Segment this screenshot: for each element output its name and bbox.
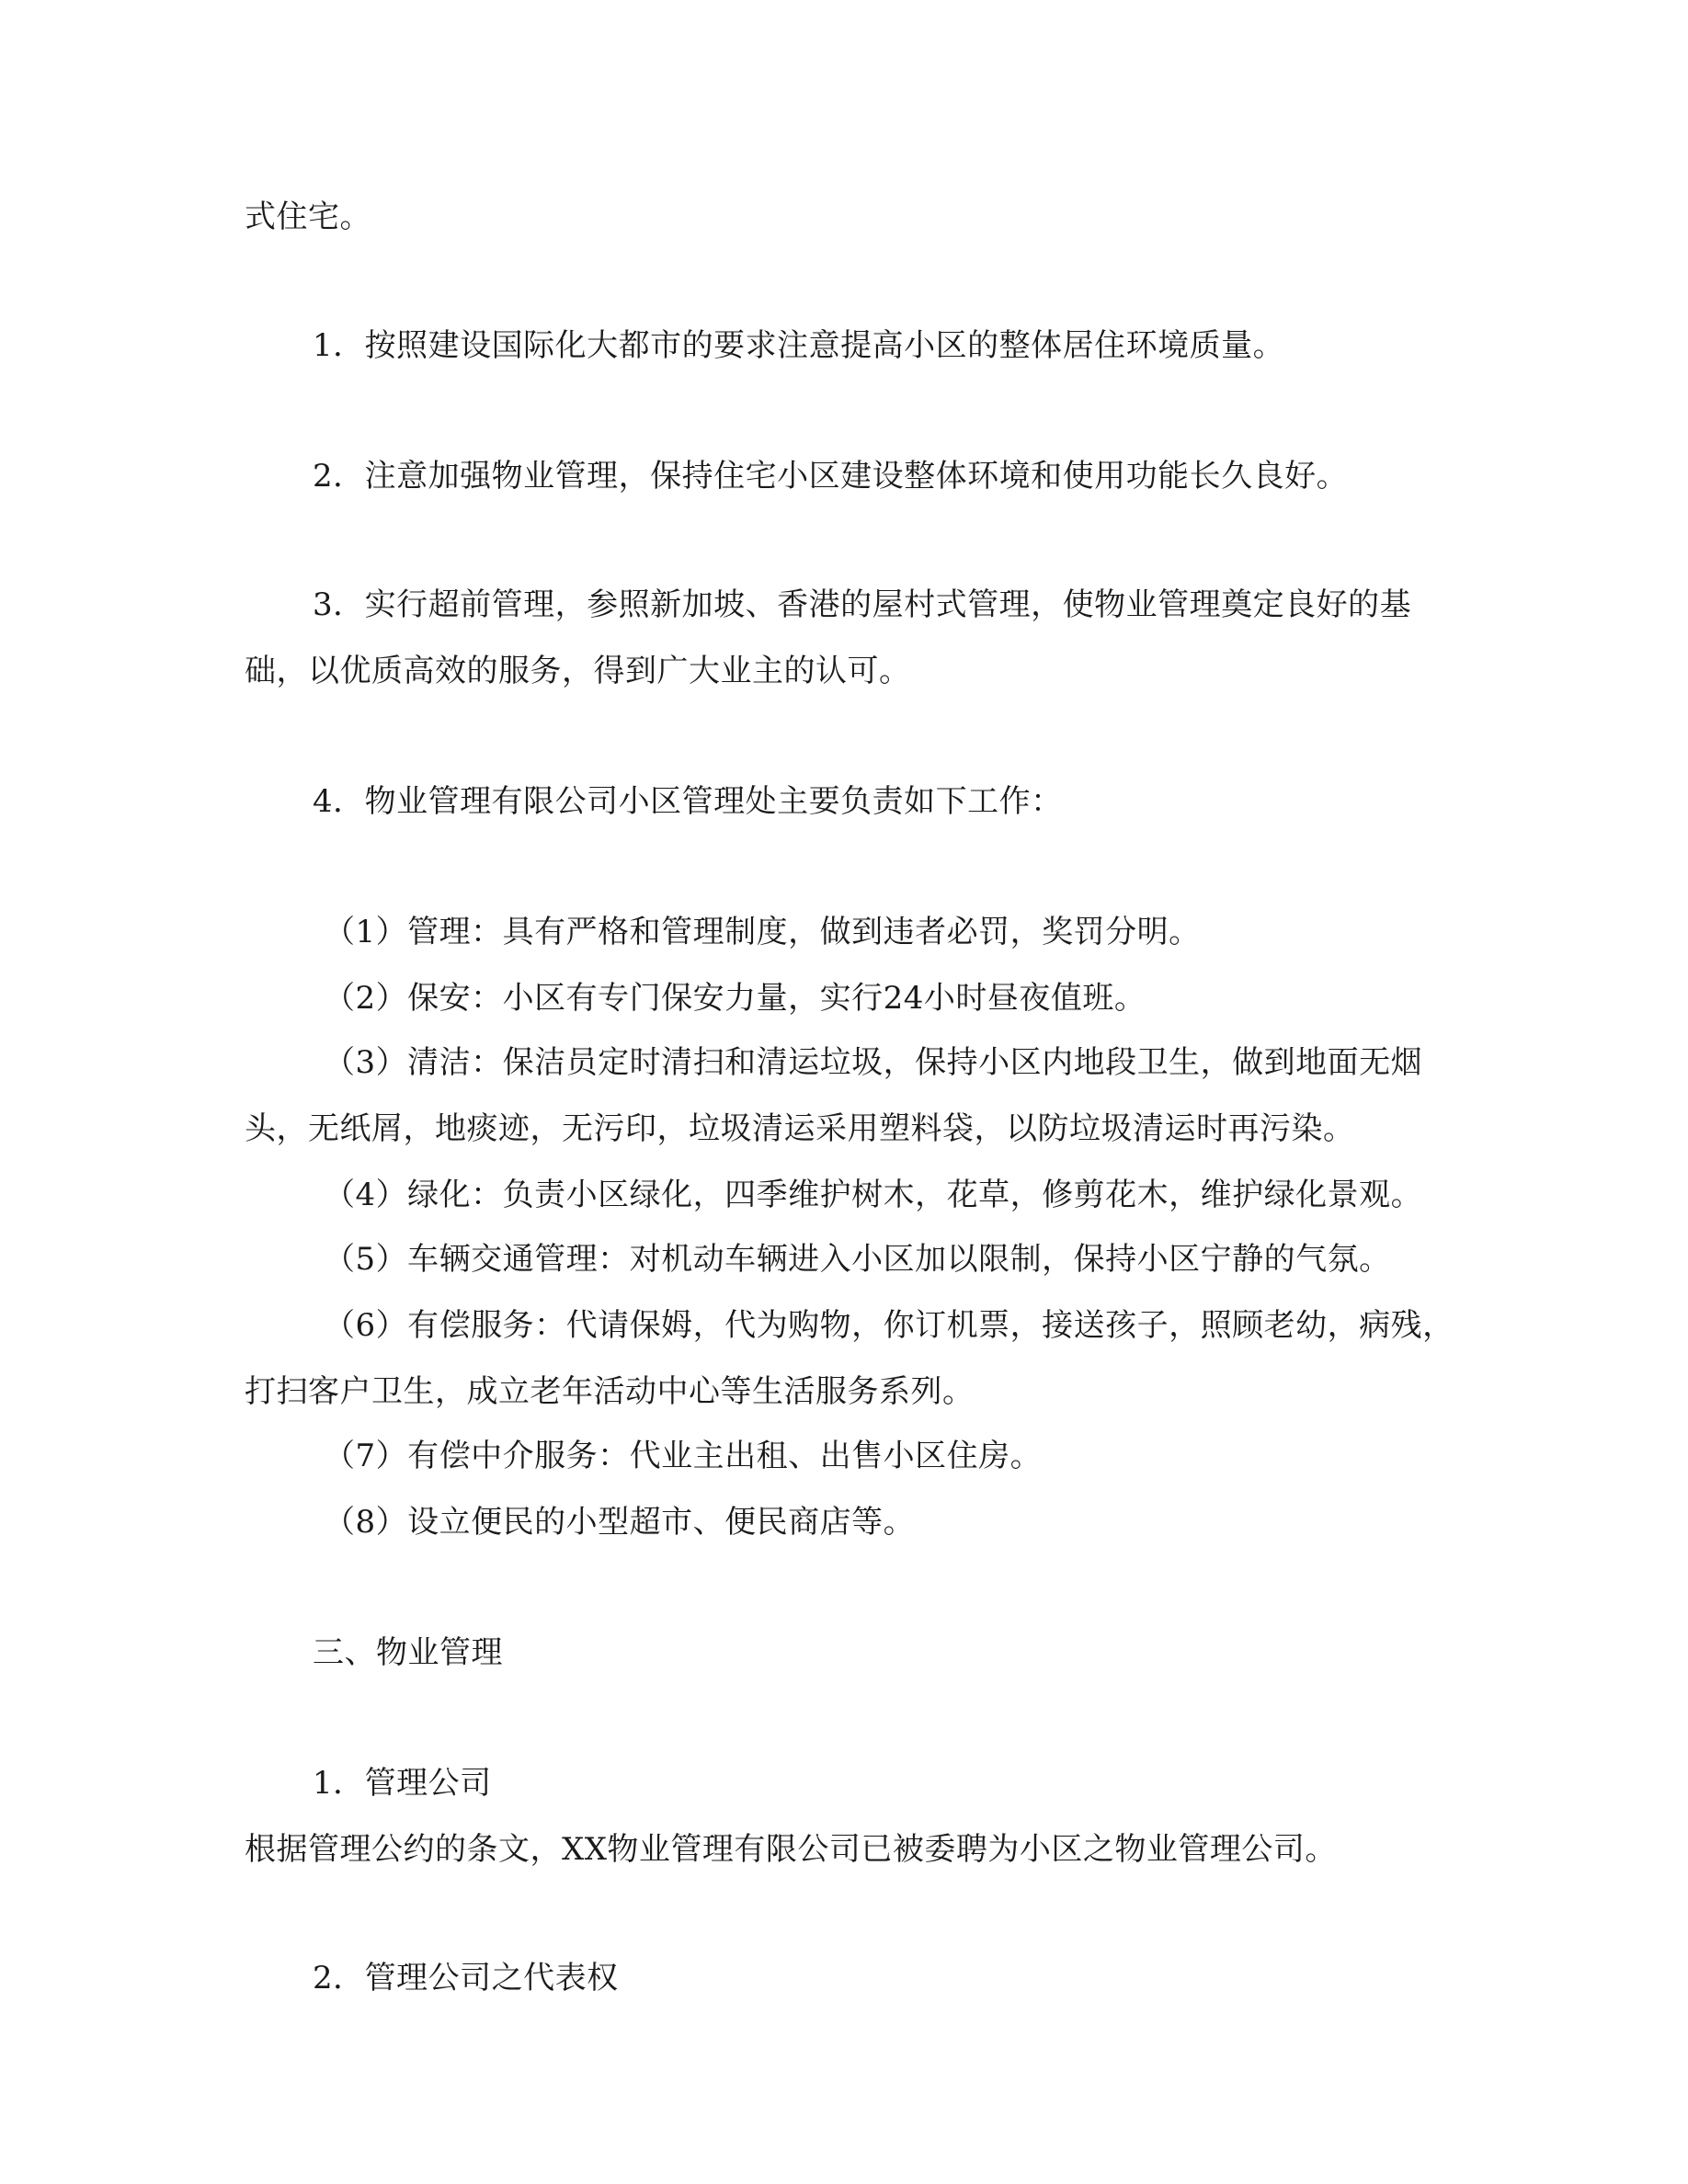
numbered-item-3-continued: 础，以优质高效的服务，得到广大业主的认可。 <box>245 653 911 689</box>
numbered-item-3: 3．实行超前管理，参照新加坡、香港的屋村式管理，使物业管理奠定良好的基 <box>313 586 1412 623</box>
sub-item-2: （2）保安：小区有专门保安力量，实行24小时昼夜值班。 <box>324 980 1146 1017</box>
paragraph-line: 式住宅。 <box>245 199 371 235</box>
sub-item-4: （4）绿化：负责小区绿化，四季维护树木，花草，修剪花木，维护绿化景观。 <box>324 1177 1423 1213</box>
sub-item-7: （7）有偿中介服务：代业主出租、出售小区住房。 <box>324 1438 1043 1474</box>
numbered-item-1: 1．按照建设国际化大都市的要求注意提高小区的整体居住环境质量。 <box>313 327 1285 364</box>
sub-item-6: （6）有偿服务：代请保姆，代为购物，你订机票，接送孩子，照顾老幼，病残， <box>324 1307 1454 1344</box>
sub-item-1: （1）管理：具有严格和管理制度，做到违者必罚，奖罚分明。 <box>324 914 1201 950</box>
sub-item-3: （3）清洁：保洁员定时清扫和清运垃圾，保持小区内地段卫生，做到地面无烟 <box>324 1044 1423 1081</box>
numbered-item-2: 2．注意加强物业管理，保持住宅小区建设整体环境和使用功能长久良好。 <box>313 458 1349 495</box>
sub-item-8: （8）设立便民的小型超市、便民商店等。 <box>324 1504 916 1541</box>
paragraph-line: 根据管理公约的条文，XX物业管理有限公司已被委聘为小区之物业管理公司。 <box>245 1831 1337 1868</box>
numbered-item-4: 4．物业管理有限公司小区管理处主要负责如下工作： <box>313 783 1063 820</box>
subsection-heading-1: 1．管理公司 <box>313 1765 492 1802</box>
sub-item-6-continued: 打扫客户卫生，成立老年活动中心等生活服务系列。 <box>245 1373 975 1410</box>
section-heading: 三、物业管理 <box>313 1634 503 1671</box>
sub-item-5: （5）车辆交通管理：对机动车辆进入小区加以限制，保持小区宁静的气氛。 <box>324 1241 1391 1278</box>
subsection-heading-2: 2．管理公司之代表权 <box>313 1960 619 1996</box>
sub-item-3-continued: 头，无纸屑，地痰迹，无污印，垃圾清运采用塑料袋，以防垃圾清运时再污染。 <box>245 1110 1355 1147</box>
